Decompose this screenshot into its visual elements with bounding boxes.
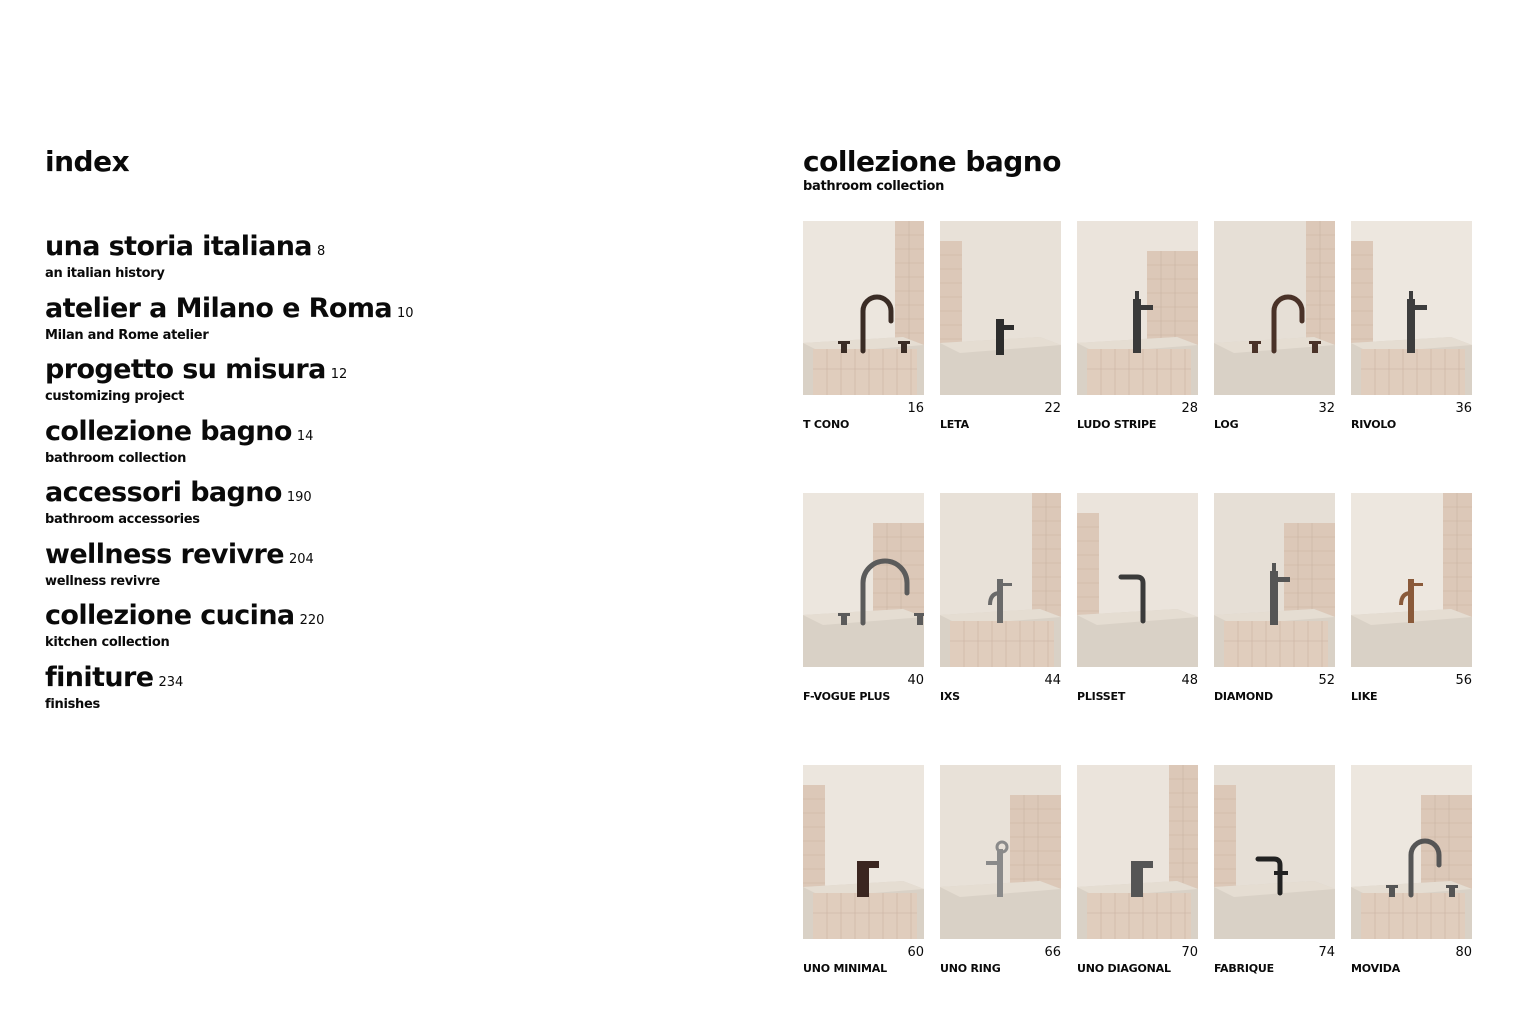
- product-card[interactable]: [1351, 493, 1472, 765]
- product-photo: [1214, 493, 1335, 667]
- product-page-number: 52: [1318, 673, 1335, 688]
- product-card[interactable]: [803, 765, 924, 1033]
- product-card[interactable]: [1351, 221, 1472, 493]
- product-card[interactable]: [1214, 765, 1335, 1033]
- product-page-number: 48: [1181, 673, 1198, 688]
- toc-entry: [45, 662, 685, 699]
- toc-title: collezione bagno: [45, 415, 292, 447]
- product-photo: [940, 493, 1061, 667]
- product-photo: [1077, 765, 1198, 939]
- product-card[interactable]: [1077, 765, 1198, 1033]
- toc-entry: [45, 354, 685, 391]
- product-page-number: 36: [1455, 401, 1472, 416]
- product-page-number: 32: [1318, 401, 1335, 416]
- toc-page-number: 10: [396, 305, 414, 321]
- toc-subtitle: kitchen collection: [45, 635, 170, 650]
- product-grid: [803, 221, 1473, 1033]
- product-name: LIKE: [1351, 690, 1378, 703]
- product-name: UNO RING: [940, 962, 1001, 975]
- product-row: [803, 221, 1473, 493]
- toc-item[interactable]: [45, 539, 685, 601]
- product-name: PLISSET: [1077, 690, 1126, 703]
- product-photo: [1214, 221, 1335, 395]
- toc-page-number: 8: [316, 244, 326, 259]
- toc-title: una storia italiana: [45, 231, 312, 262]
- toc-subtitle: finishes: [45, 696, 100, 712]
- index-title: index: [45, 145, 130, 178]
- toc-item[interactable]: [45, 231, 685, 293]
- product-card[interactable]: [1214, 493, 1335, 765]
- toc-item[interactable]: [45, 293, 685, 355]
- toc-page-number: 14: [296, 428, 314, 444]
- product-name: LOG: [1214, 418, 1239, 431]
- toc-title: progetto su misura: [45, 354, 326, 385]
- product-photo: [1351, 221, 1472, 395]
- product-row: [803, 765, 1473, 1033]
- product-page-number: 80: [1455, 945, 1472, 960]
- product-name: DIAMOND: [1214, 690, 1273, 703]
- product-photo: [1351, 765, 1472, 939]
- collection-subtitle: bathroom collection: [803, 179, 945, 194]
- product-photo: [803, 765, 924, 939]
- product-name: F-VOGUE PLUS: [803, 690, 891, 703]
- toc-item[interactable]: [45, 354, 685, 416]
- product-card[interactable]: [1214, 221, 1335, 493]
- toc-title: collezione cucina: [45, 600, 295, 631]
- toc-item[interactable]: [45, 662, 685, 724]
- product-page-number: 60: [907, 945, 924, 960]
- product-card[interactable]: [940, 221, 1061, 493]
- toc-page-number: 220: [299, 613, 325, 628]
- product-name: LUDO STRIPE: [1077, 418, 1157, 431]
- toc-subtitle: bathroom collection: [45, 450, 187, 466]
- toc-subtitle: an italian history: [45, 266, 165, 281]
- toc-entry: [45, 600, 685, 637]
- product-name: UNO DIAGONAL: [1077, 962, 1171, 975]
- product-page-number: 40: [907, 673, 924, 688]
- product-photo: [1351, 493, 1472, 667]
- product-page-number: 28: [1181, 401, 1198, 416]
- product-name: FABRIQUE: [1214, 962, 1274, 975]
- product-name: MOVIDA: [1351, 962, 1401, 975]
- product-card[interactable]: [1351, 765, 1472, 1033]
- toc-title: finiture: [45, 661, 154, 693]
- product-card[interactable]: [1077, 493, 1198, 765]
- product-page-number: 70: [1181, 945, 1198, 960]
- product-photo: [940, 221, 1061, 395]
- toc-entry: [45, 539, 685, 576]
- toc-subtitle: bathroom accessories: [45, 512, 200, 527]
- toc-entry: [45, 477, 685, 514]
- toc-entry: [45, 416, 685, 453]
- toc-item[interactable]: [45, 477, 685, 539]
- toc-entry: [45, 231, 685, 268]
- toc-item[interactable]: [45, 416, 685, 478]
- toc-title: wellness revivre: [45, 538, 284, 570]
- collection-title: collezione bagno: [803, 145, 1061, 178]
- product-photo: [803, 221, 924, 395]
- product-row: [803, 493, 1473, 765]
- product-name: UNO MINIMAL: [803, 962, 887, 975]
- product-card[interactable]: [940, 493, 1061, 765]
- product-page-number: 44: [1044, 673, 1061, 688]
- product-page-number: 74: [1318, 945, 1335, 960]
- product-card[interactable]: [803, 493, 924, 765]
- toc-title: atelier a Milano e Roma: [45, 292, 392, 324]
- toc-item[interactable]: [45, 600, 685, 662]
- product-card[interactable]: [940, 765, 1061, 1033]
- table-of-contents: [45, 231, 685, 723]
- toc-subtitle: wellness revivre: [45, 573, 160, 589]
- toc-subtitle: customizing project: [45, 389, 185, 404]
- product-page-number: 66: [1044, 945, 1061, 960]
- collection-header: [803, 146, 1472, 195]
- product-page-number: 56: [1455, 673, 1472, 688]
- toc-subtitle: Milan and Rome atelier: [45, 327, 209, 343]
- toc-page-number: 12: [330, 367, 348, 382]
- product-page-number: 22: [1044, 401, 1061, 416]
- product-photo: [1077, 221, 1198, 395]
- product-card[interactable]: [803, 221, 924, 493]
- product-name: LETA: [940, 418, 969, 431]
- product-name: T CONO: [803, 418, 850, 431]
- product-card[interactable]: [1077, 221, 1198, 493]
- product-name: RIVOLO: [1351, 418, 1397, 431]
- product-photo: [1214, 765, 1335, 939]
- product-photo: [803, 493, 924, 667]
- product-page-number: 16: [907, 401, 924, 416]
- product-name: IXS: [940, 690, 960, 703]
- toc-page-number: 190: [286, 490, 312, 505]
- product-photo: [1077, 493, 1198, 667]
- toc-entry: [45, 293, 685, 330]
- index-page: [45, 146, 685, 723]
- toc-page-number: 204: [288, 551, 314, 567]
- product-photo: [940, 765, 1061, 939]
- toc-page-number: 234: [158, 674, 184, 690]
- toc-title: accessori bagno: [45, 477, 282, 508]
